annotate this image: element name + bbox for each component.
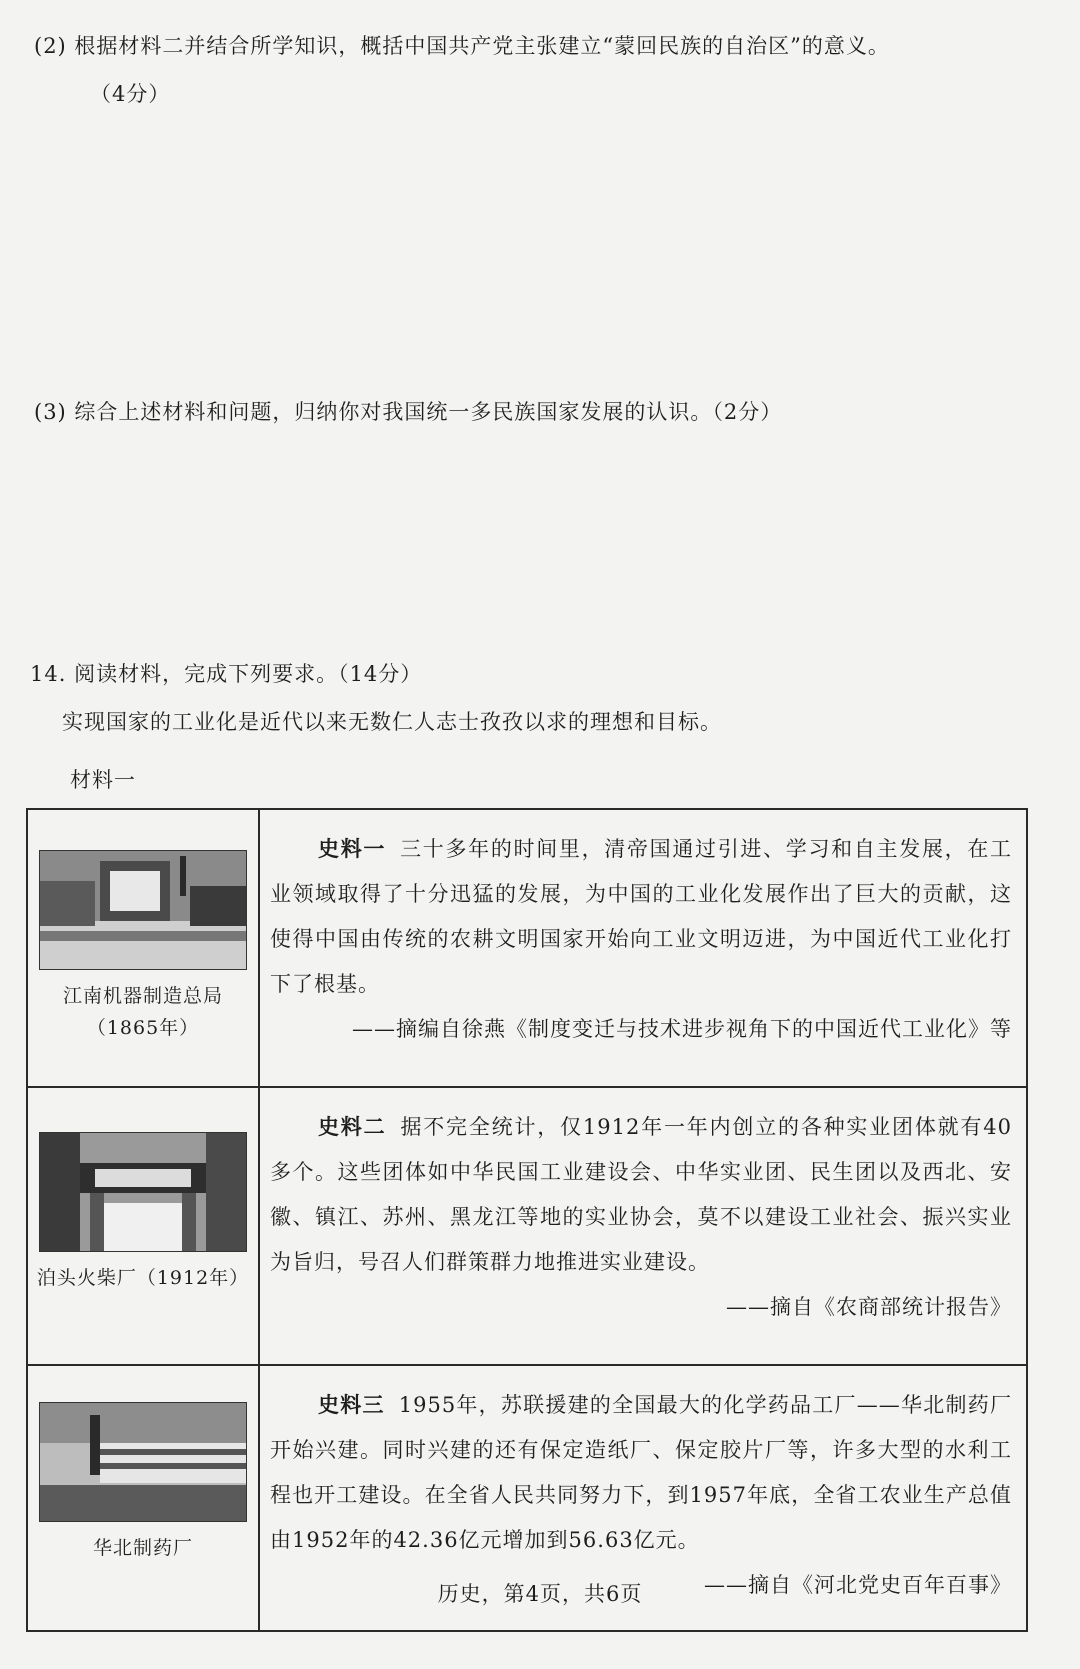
photo-caption: 江南机器制造总局 <box>62 985 223 1007</box>
photo-cell <box>27 1087 259 1365</box>
question-14-intro: 实现国家的工业化是近代以来无数仁人志士孜孜以求的理想和目标。 <box>62 710 722 734</box>
source-citation: ——摘编自徐燕《制度变迁与技术进步视角下的中国近代工业化》等 <box>352 1017 1012 1041</box>
material-row <box>27 809 1027 1087</box>
question-3-prompt: (3) 综合上述材料和问题，归纳你对我国统一多民族国家发展的认识。（2分） <box>34 400 783 424</box>
source-paragraph <box>270 1104 1012 1285</box>
photo-caption: 华北制药厂 <box>92 1537 193 1559</box>
botou-match-factory-photo <box>39 1132 247 1252</box>
source-title: 史料三 <box>318 1392 385 1417</box>
north-china-pharma-photo <box>39 1402 247 1522</box>
photo-cell <box>27 809 259 1087</box>
page-footer: 历史，第4页，共6页 <box>437 1582 643 1606</box>
material-row <box>27 1087 1027 1365</box>
source-title: 史料一 <box>318 836 387 861</box>
source-title: 史料二 <box>318 1114 387 1139</box>
question-2-prompt: (2) 根据材料二并结合所学知识，概括中国共产党主张建立“蒙回民族的自治区”的意义。 <box>34 34 890 58</box>
source-body: 三十多年的时间里，清帝国通过引进、学习和自主发展，在工业领域取得了十分迅猛的发展，为中国的工业化发展作出了巨大的贡献，这使得中国由传统的农耕文明国家开始向工业文明迈进，为中国近代工业化打下了根基。 <box>270 837 1013 996</box>
photo-caption: 泊头火柴厂（1912年） <box>36 1267 250 1289</box>
source-paragraph <box>270 826 1012 1007</box>
text-cell <box>259 1087 1027 1365</box>
photo-caption-year: （1865年） <box>86 1017 200 1039</box>
question-2-points: （4分） <box>90 82 171 106</box>
material-table <box>26 808 1028 1632</box>
source-citation: ——摘自《河北党史百年百事》 <box>704 1573 1012 1597</box>
jiangnan-arsenal-photo <box>39 850 247 970</box>
source-body: 据不完全统计，仅1912年一年内创立的各种实业团体就有40多个。这些团体如中华民国工业建设会、中华实业团、民生团以及西北、安徽、镇江、苏州、黑龙江等地的实业协会，莫不以建设工业社会、振兴实业为旨归，号召人们群策群力地推进实业建设。 <box>270 1115 1013 1274</box>
material-one-label: 材料一 <box>70 768 136 792</box>
source-body: 1955年，苏联援建的全国最大的化学药品工厂——华北制药厂开始兴建。同时兴建的还有保定造纸厂、保定胶片厂等，许多大型的水利工程也开工建设。在全省人民共同努力下，到1957年底，全省工农业生产总值由1952年的42.36亿元增加到56.63亿元。 <box>270 1393 1012 1552</box>
text-cell <box>259 809 1027 1087</box>
question-14-heading: 14. 阅读材料，完成下列要求。（14分） <box>30 662 423 686</box>
source-citation: ——摘自《农商部统计报告》 <box>726 1295 1012 1319</box>
source-paragraph <box>270 1382 1012 1563</box>
